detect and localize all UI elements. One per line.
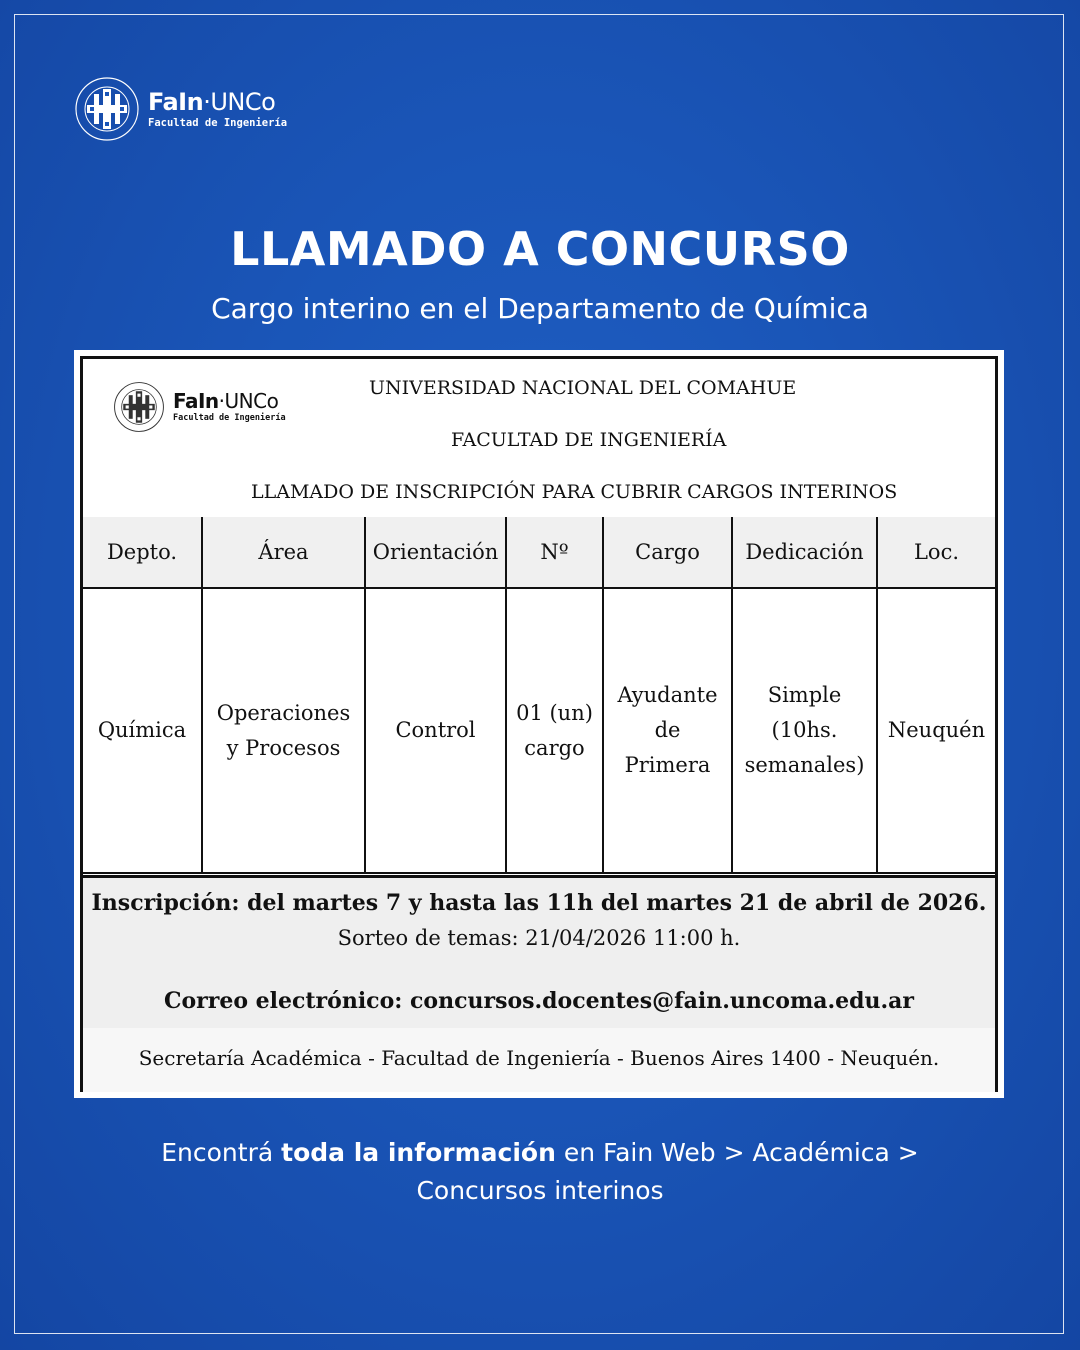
announcement-document (80, 356, 998, 1092)
column-header: Área (202, 517, 365, 588)
cell-dedicacion: Simple (10hs. semanales) (732, 588, 877, 873)
positions-table (83, 517, 995, 874)
column-header: Cargo (603, 517, 732, 588)
cell-loc: Neuquén (877, 588, 995, 873)
cell-numero: 01 (un) cargo (506, 588, 603, 873)
page-title: LLAMADO A CONCURSO (230, 222, 850, 276)
secretaria-address: Secretaría Académica - Facultad de Ingeniería - Buenos Aires 1400 - Neuquén. (138, 1046, 940, 1070)
column-header: Loc. (877, 517, 995, 588)
column-header: Orientación (365, 517, 506, 588)
brand-name: FaIn·UNCo (148, 87, 276, 116)
faculty-name: FACULTAD DE INGENIERÍA (451, 429, 727, 451)
footer-info: Encontrá toda la información en Fain Web > Académica > Concursos interinos (161, 1138, 919, 1205)
column-header: Nº (506, 517, 603, 588)
university-name: UNIVERSIDAD NACIONAL DEL COMAHUE (369, 377, 797, 399)
cell-depto: Química (83, 588, 202, 873)
table-row (83, 588, 995, 873)
university-seal-icon (74, 76, 140, 142)
document-logo (113, 381, 286, 433)
document-brand-subtitle: Facultad de Ingeniería (173, 413, 286, 424)
column-header: Depto. (83, 517, 202, 588)
footer-line2: Concursos interinos (416, 1176, 664, 1205)
cell-orientacion: Control (365, 588, 506, 873)
fain-logo (74, 74, 287, 144)
cell-cargo: Ayudante de Primera (603, 588, 732, 873)
contact-email: Correo electrónico: concursos.docentes@fain.uncoma.edu.ar (163, 988, 915, 1014)
column-header: Dedicación (732, 517, 877, 588)
brand-subtitle: Facultad de Ingeniería (148, 116, 288, 129)
university-seal-icon (113, 381, 165, 433)
announcement-card (74, 350, 1004, 1098)
call-title: LLAMADO DE INSCRIPCIÓN PARA CUBRIR CARGOS INTERINOS (251, 481, 898, 503)
document-header (83, 359, 995, 520)
table-header-row (83, 517, 995, 588)
page-subtitle: Cargo interino en el Departamento de Química (211, 292, 869, 325)
inscripcion-dates: Inscripción: del martes 7 y hasta las 11h del martes 21 de abril de 2026. (91, 890, 987, 916)
sorteo-date: Sorteo de temas: 21/04/2026 11:00 h. (337, 926, 741, 950)
document-brand-name: FaIn·UNCo (173, 389, 279, 414)
document-footer (83, 875, 995, 1092)
cell-area: Operaciones y Procesos (202, 588, 365, 873)
